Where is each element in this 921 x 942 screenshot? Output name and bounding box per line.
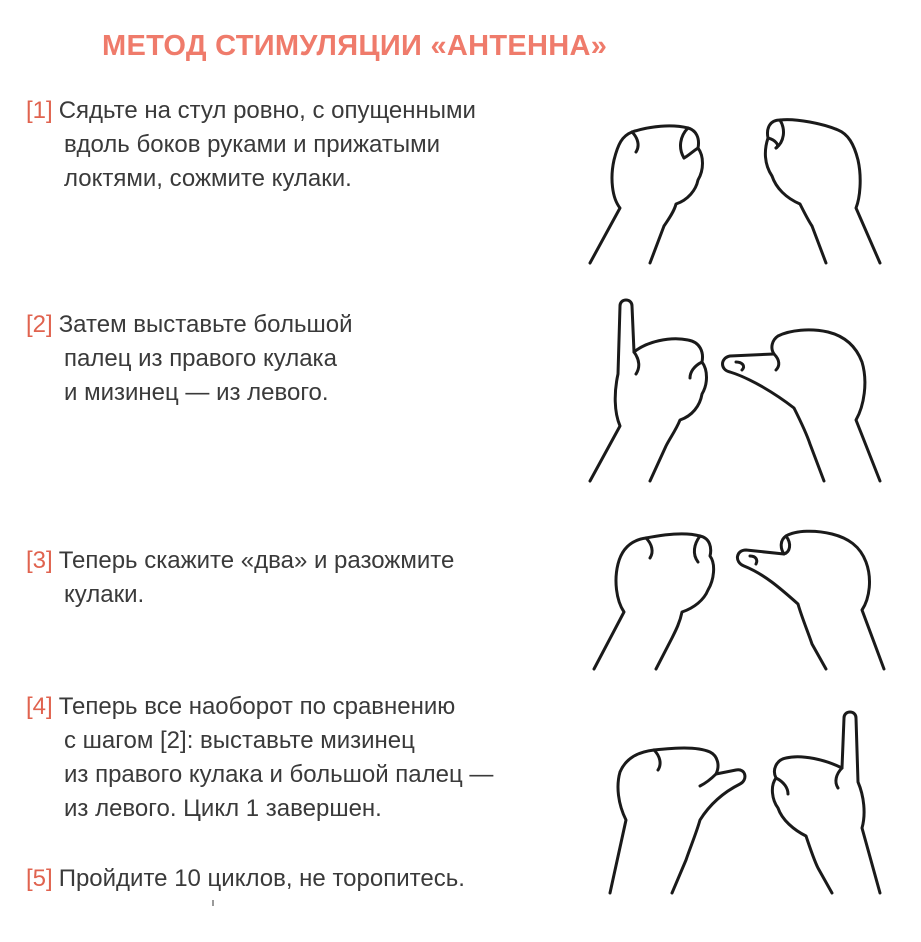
- step-2-line-2: палец из правого кулака: [64, 345, 337, 372]
- step-5-line-1: [5] Пройдите 10 циклов, не торопитесь.: [26, 865, 465, 892]
- step-1-line-2: вдоль боков руками и прижатыми: [64, 131, 440, 158]
- page-title: МЕТОД СТИМУЛЯЦИИ «АНТЕННА»: [102, 30, 608, 62]
- step-number: [1]: [26, 97, 53, 124]
- step-4-line-2: с шагом [2]: выставьте мизинец: [64, 727, 415, 754]
- step-3: [26, 544, 454, 612]
- thumb-and-little-finger-icon: [600, 708, 900, 898]
- step-3-line-1: [3] Теперь скажите «два» и разожмите: [26, 547, 455, 574]
- step-2-line-1: [2] Затем выставьте большой: [26, 311, 353, 338]
- step-2-line-3: и мизинец — из левого.: [64, 379, 329, 406]
- step-4: [26, 690, 493, 826]
- step-5: [26, 862, 465, 896]
- step-1-line-3: локтями, сожмите кулаки.: [64, 165, 352, 192]
- step-number: [4]: [26, 693, 53, 720]
- little-finger-and-thumb-icon: [580, 296, 900, 486]
- step-3-line-2: кулаки.: [64, 581, 145, 608]
- step-1: [26, 94, 476, 196]
- cropped-text-fragment: [212, 900, 222, 906]
- two-fists-icon: [580, 108, 900, 268]
- step-2: [26, 308, 353, 410]
- fists-reset-icon: [580, 514, 900, 674]
- step-number: [3]: [26, 547, 53, 574]
- step-4-line-4: из левого. Цикл 1 завершен.: [64, 795, 382, 822]
- step-4-line-3: из правого кулака и большой палец —: [64, 761, 494, 788]
- step-4-line-1: [4] Теперь все наоборот по сравнению: [26, 693, 456, 720]
- step-number: [5]: [26, 865, 53, 892]
- step-1-line-1: [1] Сядьте на стул ровно, с опущенными: [26, 97, 476, 124]
- step-number: [2]: [26, 311, 53, 338]
